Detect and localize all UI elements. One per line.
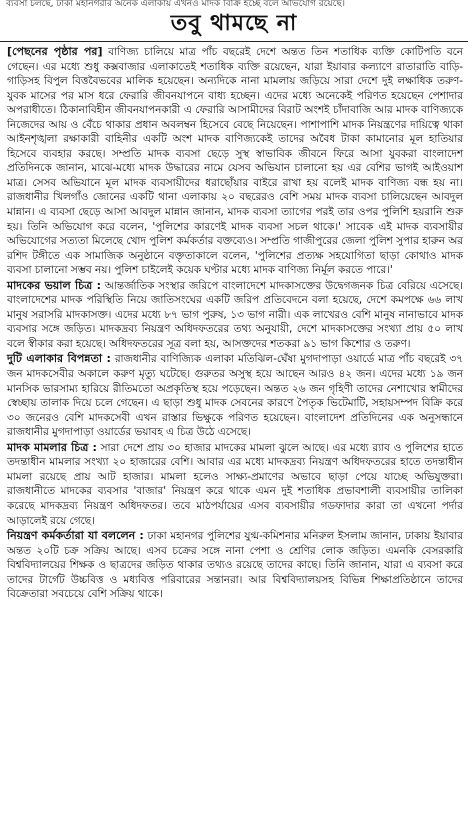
article-headline: তবু থামছে না xyxy=(170,11,298,36)
paragraph-drug-situation xyxy=(7,279,463,352)
article-body xyxy=(0,45,468,602)
paragraph-text: রাজধানীর বাণিজ্যিক এলাকা মতিঝিল-ঘেঁষা মুগদাপাড়া ওয়ার্ডে মাত্র পাঁচ বছরেই ৩৭ জন মাদকসেবীর অকালে করুণ মৃত্যু ঘটেছে। গুরুতর অসুস্থ হয়ে আছেন আরও ৪২ জন। এদের মধ্যে ১৯ জন মানসিক ভারসাম্য হারিয়ে রীতিমতো অপ্রকৃতিস্থ হয়ে পড়েছেন। অন্তত ২৬ জন গৃহিণী তাদের নেশাখোর স্বামীদের স্বেচ্ছায় তালাক দিয়ে চলে গেছেন। এ ছাড়া শুধু মাদক সেবনের কারণে পৈতৃক ভিটেমাটি, সহায়সম্পদ বিক্রি করে ৩০ জনেরও বেশি মাদকসেবী এখন রাস্তার ভিক্ষুকে পরিণত হয়েছেন। বাংলাদেশ প্রতিদিনের এক অনুসন্ধানে রাজধানীর মুগদাপাড়া ওয়ার্ডের ভয়াবহ এ চিত্র উঠে এসেছে। xyxy=(7,353,463,439)
paragraph-officials-said xyxy=(7,529,463,602)
paragraph-text: সারা দেশে প্রায় ৩০ হাজার মাদকের মামলা ঝুলে আছে। এর মধ্যে র‌্যাব ও পুলিশের হাতে তদন্তাধীন মামলার সংখ্যা ২০ হাজারের বেশি। আবার এর মধ্যে মাদকদ্রব্য নিয়ন্ত্রণ অধিদফতরের হাতে তদন্তাধীন মামলা রয়েছে প্রায় আট হাজার। মামলা হলেও সাক্ষ্য-প্রমাণের অভাবে ছাড়া পেয়ে যাচ্ছে অভিযুক্তরা। রাজধানীতে মাদকের ব্যবসার 'বাজার' নিয়ন্ত্রণ করে থাকে এমন দুই শতাধিক প্রভাবশালী ব্যবসায়ীর তালিকা করেছে মাদকদ্রব্য নিয়ন্ত্রণ অধিদফতর। তবে মাঠপর্যায়ের এসব ব্যবসায়ীর গডফাদার কারা তা এখনো পর্দার আড়ালেই রয়ে গেছে। xyxy=(7,441,464,527)
headline-divider xyxy=(0,41,468,42)
previous-article-tail: ব্যবসা চলছে, ঢাকা মহানগরীর অনেক এলাকায় এখনও মাদক বিক্রি হচ্ছে বলে অভিযোগ রয়েছে। xyxy=(6,0,345,8)
paragraph-drug-cases xyxy=(7,441,463,528)
paragraph-text: ঢাকা মহানগর পুলিশের যুগ্ম-কমিশনার মনিরুল ইসলাম জানান, ঢাকায় ইয়াবার অন্তত ২০টি চক্র সক্রিয় আছে। এসব চক্রের সঙ্গে নানা পেশা ও শ্রেণির লোক জড়িত। এমনকি বেসরকারি বিশ্ববিদ্যালয়ের শিক্ষক ও ছাত্রদের জড়িত থাকার তথ্যও রয়েছে তাদের কাছে। তিনি জানান, যারা এ ব্যবসা করে তাদের টার্গেট উচ্চবিত্ত ও মধ্যবিত্ত পরিবারের সন্তানরা। আর বিশ্ববিদ্যালয়সহ বিভিন্ন শিক্ষাপ্রতিষ্ঠানে তাদের বিক্রেতারা সবচেয়ে বেশি সক্রিয় থাকে। xyxy=(7,530,463,601)
paragraph-lead: নিয়ন্ত্রণ কর্মকর্তারা যা বললেন : xyxy=(7,529,144,543)
paragraph-lead: মাদক মামলার চিত্র : xyxy=(7,440,97,454)
paragraph-two-areas xyxy=(7,352,463,439)
paragraph-lead: দুটি এলাকার বিপন্নতা : xyxy=(7,352,111,366)
paragraph-text: আন্তর্জাতিক সংস্থার জরিপে বাংলাদেশে মাদকাসক্তের উদ্বেগজনক চিত্র বেরিয়ে এসেছে। বাংলাদেশের মাদক পরিস্থিতি নিয়ে জাতিসংঘের একটি জরিপ প্রতিবেদনে বলা হয়েছে, দেশে কমপক্ষে ৬৬ লাখ মানুষ সরাসরি মাদকাসক্ত। এদের মধ্যে ৮৭ ভাগ পুরুষ, ১৩ ভাগ নারী। এক লাখেরও বেশি মানুষ নানাভাবে মাদক ব্যবসার সঙ্গে জড়িত। মাদকদ্রব্য নিয়ন্ত্রণ অধিদফতরের তথ্য অনুযায়ী, দেশে মাদকাসক্তের সংখ্যা প্রায় ৫০ লাখ বলে স্বীকার করা হয়েছে। অধিদফতরের সূত্র বলা হয়, আসক্তদের শতকরা ৯১ ভাগ কিশোর ও তরুণ। xyxy=(7,279,463,350)
paragraph-lead: মাদকের ভয়াল চিত্র : xyxy=(7,278,101,292)
paragraph-text: বাণিজ্য চালিয়ে মাত্র পাঁচ বছরেই দেশে অন্তত তিন শতাধিক ব্যক্তি কোটিপতি বনে গেছেন। এর মধ্যে শুধু কক্সবাজার এলাকাতেই শতাধিক ব্যক্তি রয়েছেন, যারা ইয়াবার কল্যাণে রাতারাতি বাড়ি-গাড়িসহ বিপুল বিত্তবৈভবের মালিক হয়েছেন। অন্যদিকে নানা মামলায় জড়িয়ে সারা দেশে দুই লক্ষাধিক তরুণ-যুবক মাসের পর মাস ধরে ফেরারি জীবনযাপনে বাধ্য হচ্ছেন। এদের মধ্যে অনেকেই পরিণত হয়েছেন পেশাদার অপরাধীতে। ঠিকানাবিহীন জীবনযাপনকারী এ ফেরারি আসামীদের বিরাট অংশই চাঁদাবাজি আর মাদক বাণিজ্যকে নিজেদের আয় ও বেঁচে থাকার প্রধান অবলম্বন হিসেবে বেছে নিয়েছেন। পাশাপাশি মাদক নিয়ন্ত্রণের দায়িত্বে থাকা আইনশৃঙ্খলা রক্ষাকারী বাহিনীর একটি অংশ মাদক বাণিজ্যকেই তাদের অবৈধ টাকা কামানোর মূল হাতিয়ার হিসেবে ব্যবহার করছে। সম্প্রতি মাদক ব্যবসা ছেড়ে সুস্থ স্বাভাবিক জীবনে ফিরে আসা যুবকরা বাংলাদেশ প্রতিদিনকে জানান, মাঝে-মধ্যে মাদক উদ্ধারের নামে যেসব অভিযান চালানো হয় এর বেশির ভাগই আইওয়াশ মাত্র। সেসব অভিযানে মূল মাদক ব্যবসায়ীদের ধরাছোঁয়ার বাইরে রাখা হয় বলেই মাদক বাণিজ্য বন্ধ হয় না। রাজধানীর খিলগাঁও জোনের একটি থানা এলাকায় ২০ বছরেরও বেশি সময় মাদক ব্যবসা চালিয়েছেন আবদুল মান্নান। এ ব্যবসা ছেড়ে আসা আবদুল মান্নান জানান, মাদক ব্যবসা ত্যাগের পরই তার ওপর পুলিশি হয়রানি শুরু হয়। তিনি অভিযোগ করে বলেন, 'পুলিশের কারণেই মাদক ব্যবসা সচল থাকে।' সাবেক এই মাদক ব্যবসায়ীর অভিযোগের সত্যতা মিলেছে খোদ পুলিশ কর্মকর্তার বক্তব্যেও। সম্প্রতি গাজীপুরের জেলা পুলিশ সুপার হারুন অর রশিদ টঙ্গীতে এক সামাজিক অনুষ্ঠানে বক্তৃতাকালে বলেন, 'পুলিশের প্রত্যক্ষ সহযোগিতা ছাড়া কোথাও মাদক ব্যবসা চালানো সম্ভব নয়। পুলিশ চাইলেই কয়েক ঘণ্টার মধ্যে মাদক বাণিজ্য নির্মূল করতে পারে।' xyxy=(7,46,463,277)
paragraph-lead: [পেছনের পৃষ্ঠার পর] xyxy=(7,45,103,58)
paragraph-continued xyxy=(7,45,463,278)
